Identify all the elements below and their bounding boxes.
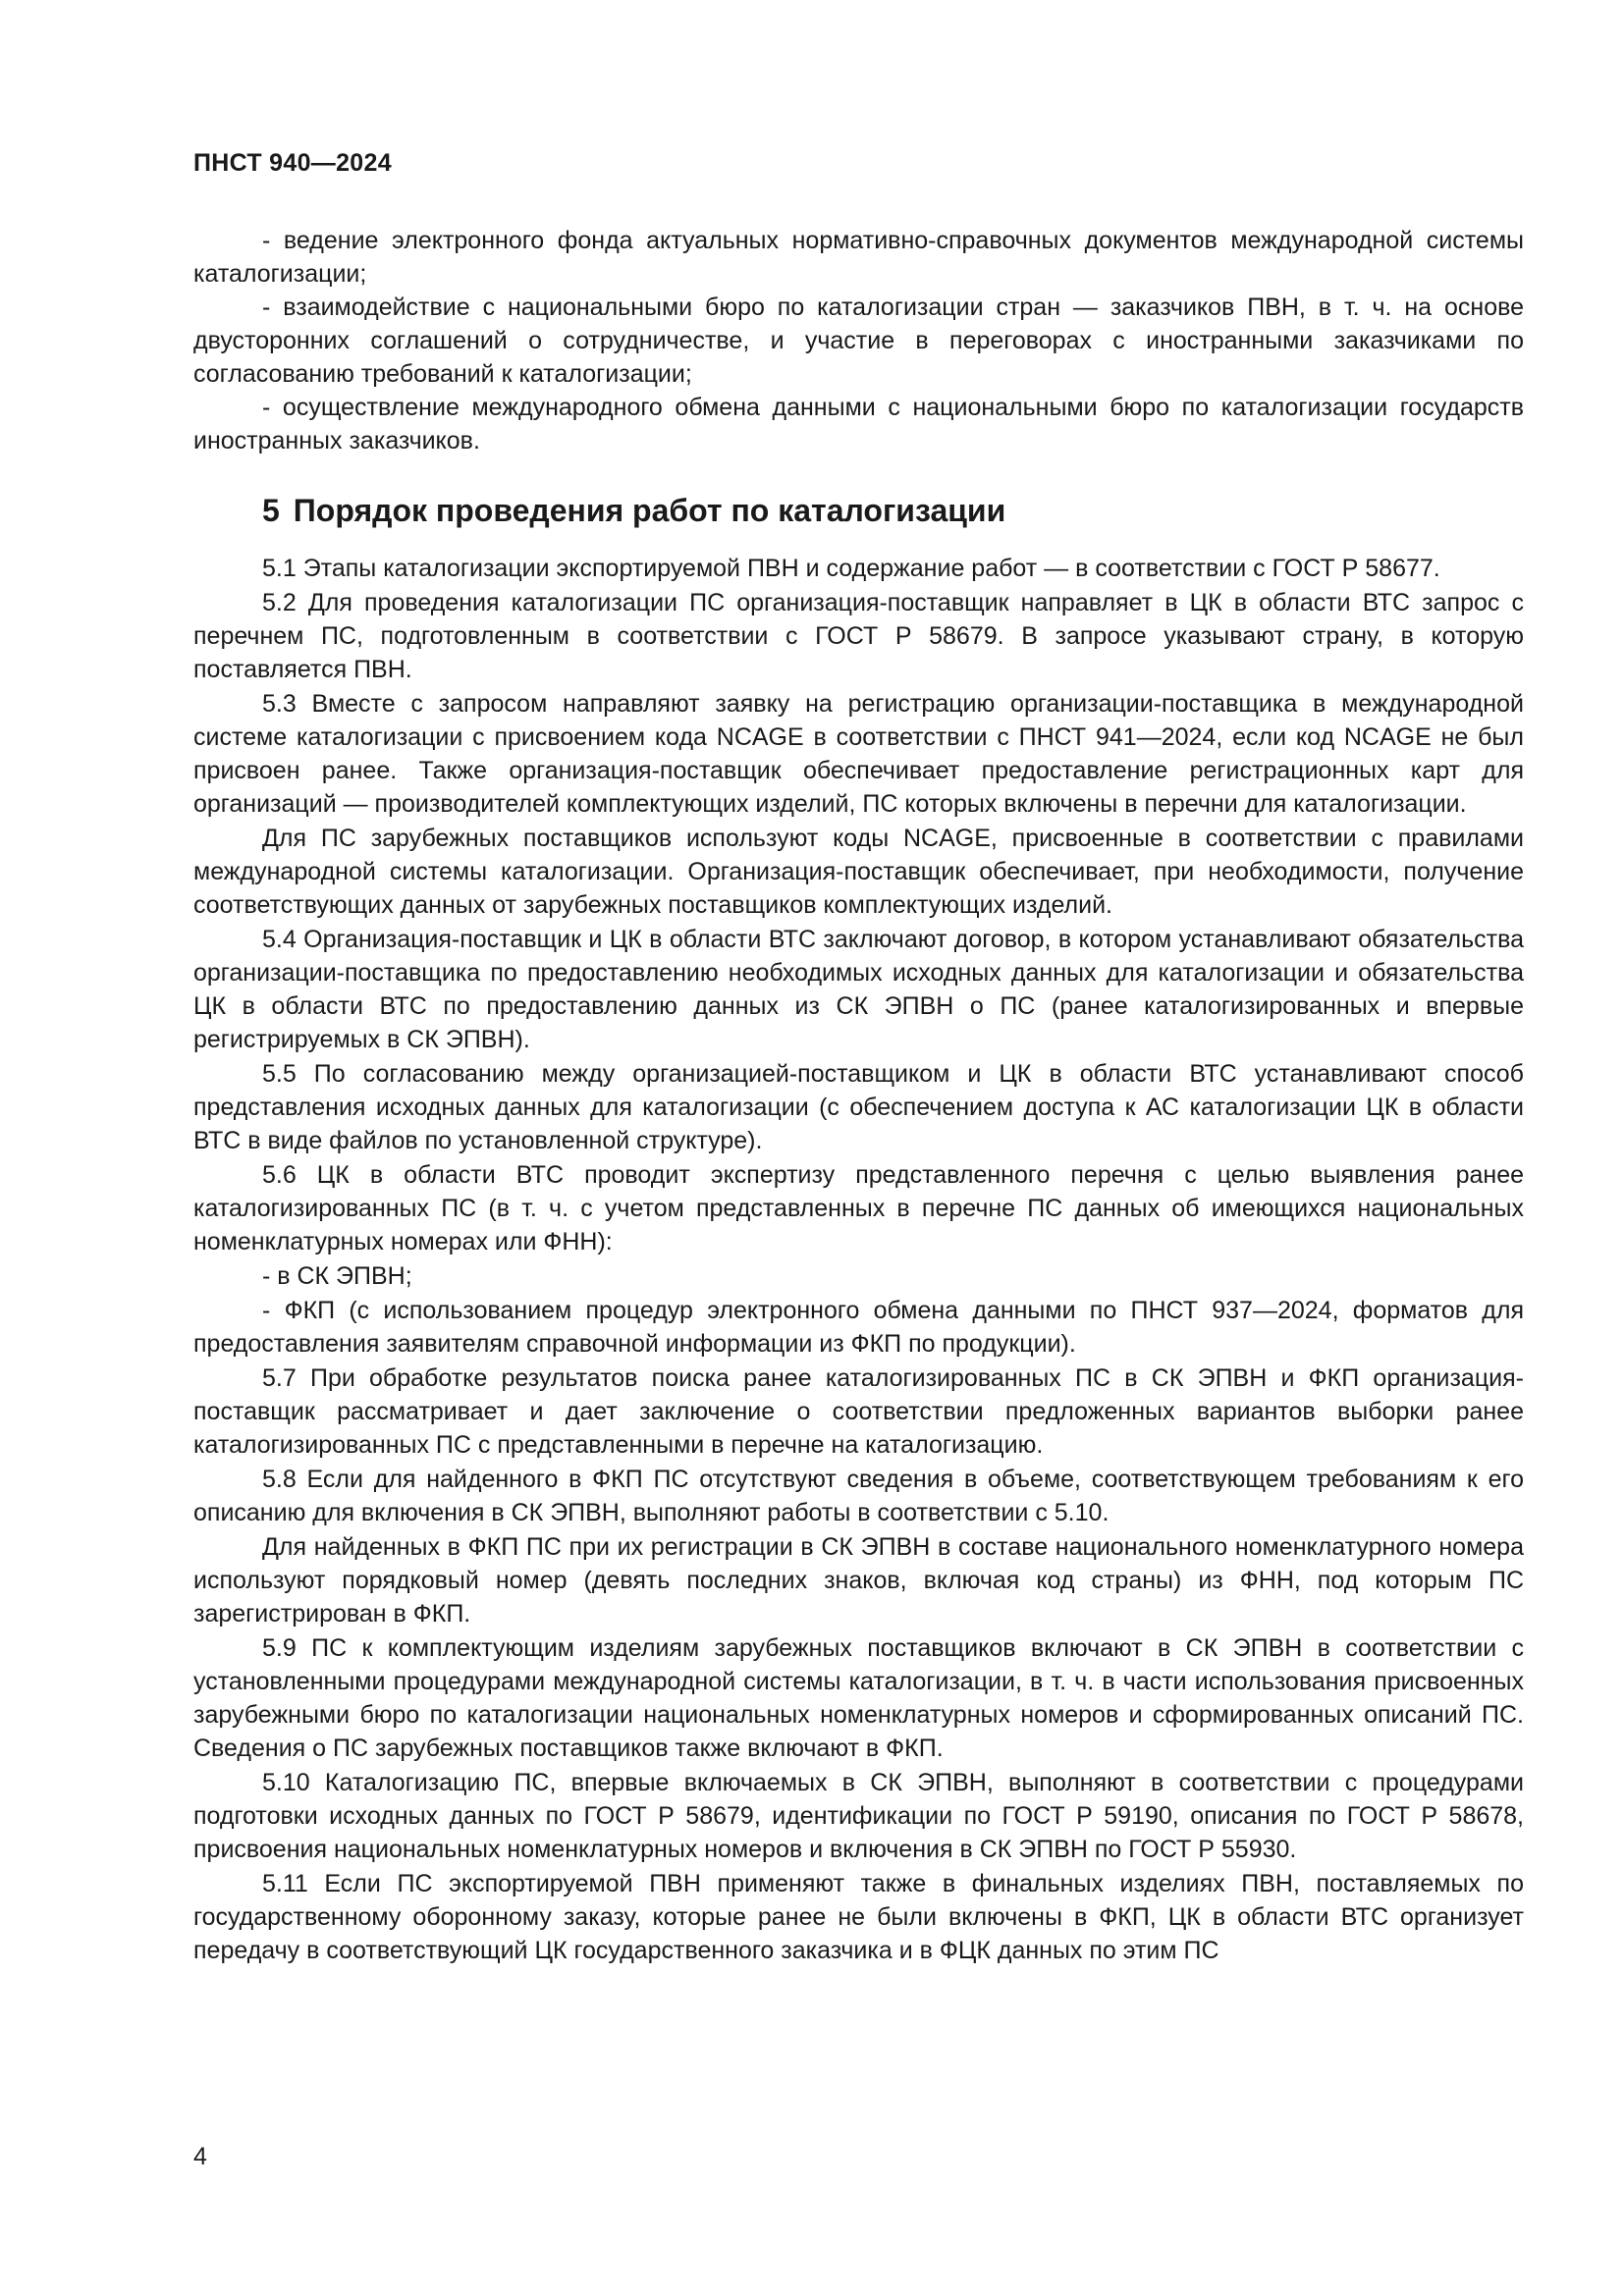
section-number: 5 (262, 493, 280, 528)
section-title: Порядок проведения работ по каталогизации (293, 493, 1006, 528)
paragraph-5-5: 5.5 По согласованию между организацией-поставщиком и ЦК в области ВТС устанавливают способ представления исходных данных для каталогизации (с обеспечением доступа к АС каталогизации ЦК в области ВТС в виде файлов по установленной структуре). (193, 1060, 1524, 1154)
page-content (193, 224, 1524, 1967)
list-item: - ФКП (с использованием процедур электронного обмена данными по ПНСТ 937—2024, форматов для предоставления заявителям справочной информации из ФКП по продукции). (193, 1297, 1524, 1358)
paragraph-5-3: 5.3 Вместе с запросом направляют заявку на регистрацию организации-поставщика в международной системе каталогизации с присвоением кода NCAGE в соответствии с ПНСТ 941—2024, если код NCAGE не был присвоен ранее. Также организация-поставщик обеспечивает предоставление регистрационных карт для организаций — производителей комплектующих изделий, ПС которых включены в перечни для каталогизации. (193, 690, 1524, 818)
section-heading (262, 491, 1524, 530)
document-id-header: ПНСТ 940—2024 (193, 149, 392, 177)
list-item: - в СК ЭПВН; (262, 1262, 412, 1290)
paragraph-5-6: 5.6 ЦК в области ВТС проводит экспертизу представленного перечня с целью выявления ранее каталогизированных ПС (в т. ч. с учетом представленных в перечне ПС данных об имеющихся национальных номенклатурных номерах или ФНН): (193, 1161, 1524, 1255)
paragraph-5-10: 5.10 Каталогизацию ПС, впервые включаемых в СК ЭПВН, выполняют в соответствии с процедурами подготовки исходных данных по ГОСТ Р 58679, идентификации по ГОСТ Р 59190, описания по ГОСТ Р 58678, присвоения национальных номенклатурных номеров и включения в СК ЭПВН по ГОСТ Р 55930. (193, 1769, 1524, 1863)
paragraph-5-8-continued: Для найденных в ФКП ПС при их регистрации в СК ЭПВН в составе национального номенклатурного номера используют порядковый номер (девять последних знаков, включая код страны) из ФНН, под которым ПС зарегистрирован в ФКП. (193, 1533, 1524, 1628)
page-number: 4 (193, 2143, 207, 2170)
paragraph-5-2: 5.2 Для проведения каталогизации ПС организация-поставщик направляет в ЦК в области ВТС запрос с перечнем ПС, подготовленным в соответствии с ГОСТ Р 58679. В запросе указывают страну, в которую поставляется ПВН. (193, 589, 1524, 683)
paragraph-5-1: 5.1 Этапы каталогизации экспортируемой ПВН и содержание работ — в соответствии с ГОСТ Р 58677. (262, 555, 1440, 582)
paragraph-5-11: 5.11 Если ПС экспортируемой ПВН применяют также в финальных изделиях ПВН, поставляемых по государственному оборонному заказу, которые ранее не были включены в ФКП, ЦК в области ВТС организует передачу в соответствующий ЦК государственного заказчика и в ФЦК данных по этим ПС (193, 1870, 1524, 1964)
paragraph-5-8: 5.8 Если для найденного в ФКП ПС отсутствуют сведения в объеме, соответствующем требованиям к его описанию для включения в СК ЭПВН, выполняют работы в соответствии с 5.10. (193, 1466, 1524, 1526)
intro-item: - ведение электронного фонда актуальных нормативно-справочных документов международной системы каталогизации; (193, 227, 1524, 288)
paragraph-5-3-continued: Для ПС зарубежных поставщиков используют коды NCAGE, присвоенные в соответствии с правилами международной системы каталогизации. Организация-поставщик обеспечивает, при необходимости, получение соответствующих данных от зарубежных поставщиков комплектующих изделий. (193, 825, 1524, 919)
intro-item: - взаимодействие с национальными бюро по каталогизации стран — заказчиков ПВН, в т. ч. на основе двусторонних соглашений о сотрудничестве, и участие в переговорах с иностранными заказчиками по согласованию требований к каталогизации; (193, 294, 1524, 388)
paragraph-5-7: 5.7 При обработке результатов поиска ранее каталогизированных ПС в СК ЭПВН и ФКП организация-поставщик рассматривает и дает заключение о соответствии предложенных вариантов выборки ранее каталогизированных ПС с представленными в перечне на каталогизацию. (193, 1364, 1524, 1459)
paragraph-5-9: 5.9 ПС к комплектующим изделиям зарубежных поставщиков включают в СК ЭПВН в соответствии с установленными процедурами международной системы каталогизации, в т. ч. в части использования присвоенных зарубежными бюро по каталогизации национальных номенклатурных номеров и сформированных описаний ПС. Сведения о ПС зарубежных поставщиков также включают в ФКП. (193, 1634, 1524, 1762)
intro-item: - осуществление международного обмена данными с национальными бюро по каталогизации государств иностранных заказчиков. (193, 394, 1524, 454)
paragraph-5-4: 5.4 Организация-поставщик и ЦК в области ВТС заключают договор, в котором устанавливают обязательства организации-поставщика по предоставлению необходимых исходных данных для каталогизации и обязательства ЦК в области ВТС по предоставлению данных из СК ЭПВН о ПС (ранее каталогизированных и впервые регистрируемых в СК ЭПВН). (193, 926, 1524, 1053)
